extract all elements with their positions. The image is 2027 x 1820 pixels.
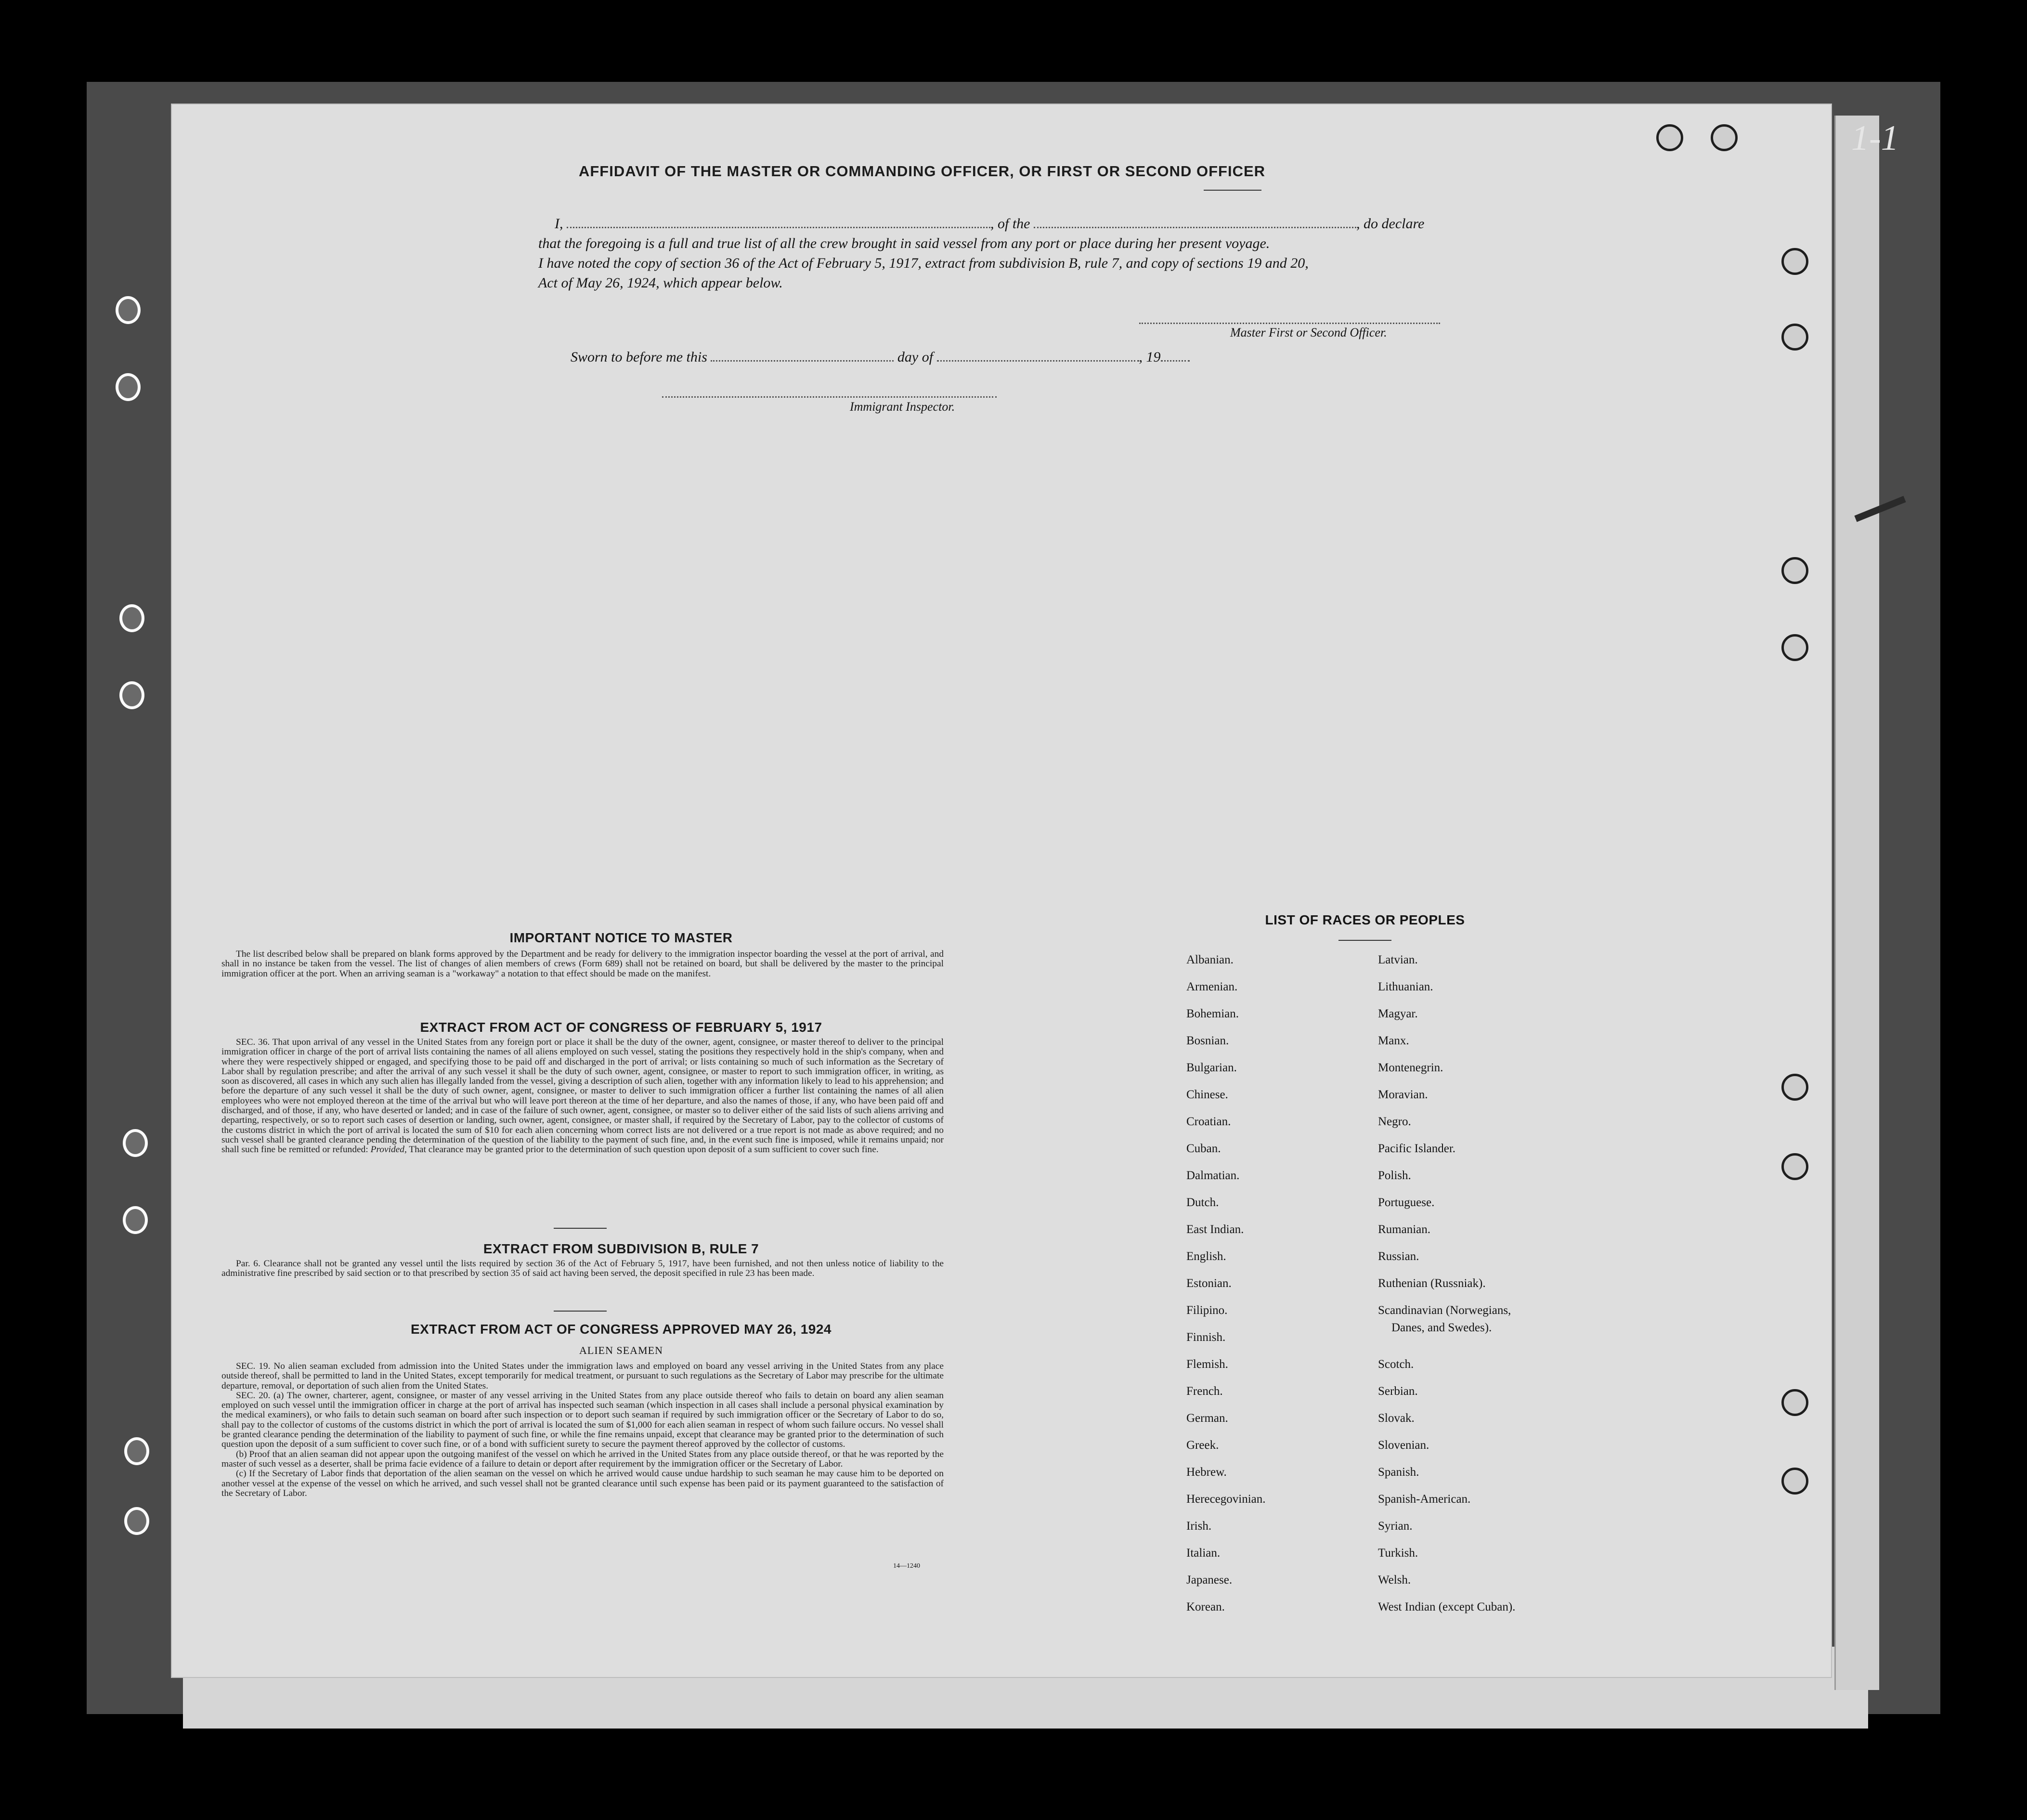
race-item: Korean. <box>1186 1600 1225 1613</box>
rule7-title: EXTRACT FROM SUBDIVISION B, RULE 7 <box>483 1241 759 1256</box>
sec36-text-end: That clearance may be granted prior to the determination of such question upon deposit of a sum sufficient to cover such fine. <box>409 1144 879 1155</box>
affidavit-line-4: Act of May 26, 1924, which appear below. <box>538 275 783 291</box>
sec36-text: SEC. 36. That upon arrival of any vessel in the United States from any foreign port or place it shall be the duty of the owner, agent, consignee, or master thereof to deliver to the principal immigration officer in charge of the port of arrival lists containing the names of all aliens employed on such vessel, stating the positions they respectively hold in the ship's company, when and where they were respectively shipped or engaged, and specifying those to be paid off and discharged in the port of arrival; or lists containing so much of such information as the Secretary of Labor shall by regulation prescribe; and after the arrival of any such vessel it shall be the duty of such owner, agent, consignee, or master to report to such immigration officer, in writing, as soon as discovered, all cases in which any such alien has illegally landed from the vessel, giving a description of such alien, together with any information likely to lead to his apprehension; and before the departure of any such vessel it shall be the duty of such owner, agent, consignee, or master to deliver to such immigration officer a further list containing the names of all alien employees who were not employed thereon at the time of the arrival but who will leave port thereon at the time of her departure, and also the names of those, if any, who have been paid off and discharged, and of those, if any, who have deserted or landed; and in case of the failure of such owner, agent, consignee, or master so to deliver either of the said lists of such aliens arriving and departing, respectively, or so to report such cases of desertion or landing, such owner, agent, consignee, or master shall, if required by the Secretary of Labor, pay to the collector of customs of the customs district in which the port of arrival is located the sum of $10 for each alien concerning whom correct lists are not delivered or a true report is not made as above required; and no such vessel shall be granted clearance pending the determination of the question of the liability to the payment of such fine, and, in the event such fine is imposed, while it remains unpaid; nor shall such fine be remitted or refunded: <box>221 1037 944 1155</box>
race-item: Magyar. <box>1378 1007 1418 1020</box>
extract-1924-body <box>221 1362 944 1498</box>
master-signature-line <box>1139 323 1440 324</box>
affidavit-line-3: I have noted the copy of section 36 of the Act of February 5, 1917, extract from subdivision B, rule 7, and copy of sections 19 and 20, <box>538 255 1309 271</box>
race-item: Montenegrin. <box>1378 1061 1443 1074</box>
race-item: Moravian. <box>1378 1088 1428 1101</box>
underlying-sheet-right <box>1834 116 1879 1690</box>
race-item: Croatian. <box>1186 1115 1231 1128</box>
punch-hole-icon <box>1781 324 1808 351</box>
race-item: Cuban. <box>1186 1142 1221 1155</box>
sec20b-paragraph <box>221 1450 944 1469</box>
rule7-text: Par. 6. Clearance shall not be granted any vessel until the lists required by section 36 of the Act of February 5, 1917, have been furnished, and not then unless notice of liability to the administrative fine prescribed by said section or to that prescribed by section 35 of said act having been served, the deposit specified in rule 23 has been made. <box>221 1259 944 1279</box>
race-item: Spanish-American. <box>1378 1493 1471 1506</box>
sec20c-paragraph <box>221 1469 944 1498</box>
section-rule <box>554 1311 607 1312</box>
sworn-text: Sworn to before me this <box>571 349 707 365</box>
binder-hole-icon <box>116 373 141 401</box>
race-item: Filipino. <box>1186 1304 1228 1317</box>
race-item: Portuguese. <box>1378 1196 1435 1209</box>
affidavit-line-1 <box>555 216 1424 232</box>
extract-1917-body <box>221 1038 944 1155</box>
binder-hole-icon <box>123 1206 148 1234</box>
rule7-body <box>221 1259 944 1279</box>
name-blank <box>567 226 990 228</box>
punch-hole-icon <box>1781 1389 1808 1416</box>
punch-hole-icon <box>1781 557 1808 584</box>
form-number: 14—1240 <box>893 1562 920 1570</box>
race-item: Spanish. <box>1378 1466 1419 1479</box>
section-rule <box>554 1228 607 1229</box>
races-title: LIST OF RACES OR PEOPLES <box>1265 912 1465 927</box>
notice-title: IMPORTANT NOTICE TO MASTER <box>509 930 733 945</box>
sworn-year: , 19 <box>1139 349 1161 365</box>
binder-hole-icon <box>124 1507 149 1535</box>
race-item: Slovenian. <box>1378 1439 1429 1452</box>
sworn-year-blank <box>1161 360 1190 362</box>
binder-hole-icon <box>119 604 144 632</box>
race-item: Serbian. <box>1378 1385 1418 1398</box>
extract-1924-title: EXTRACT FROM ACT OF CONGRESS APPROVED MAY 26, 1924 <box>411 1322 832 1337</box>
race-item: Bohemian. <box>1186 1007 1239 1020</box>
race-item: Irish. <box>1186 1520 1212 1533</box>
race-item: West Indian (except Cuban). <box>1378 1600 1516 1613</box>
sec20a-paragraph <box>221 1391 944 1450</box>
punch-hole-icon <box>1781 248 1808 275</box>
binder-hole-icon <box>116 296 141 324</box>
punch-hole-icon <box>1656 124 1683 151</box>
race-item: Ruthenian (Russniak). <box>1378 1277 1486 1290</box>
master-signature-caption: Master First or Second Officer. <box>1230 325 1387 339</box>
sworn-day-of: day of <box>897 349 934 365</box>
race-item: Rumanian. <box>1378 1223 1431 1236</box>
sworn-day-blank <box>711 360 894 362</box>
race-item: Manx. <box>1378 1034 1409 1047</box>
sworn-line <box>571 349 1190 365</box>
binder-hole-icon <box>123 1129 148 1157</box>
race-item: Bulgarian. <box>1186 1061 1237 1074</box>
corner-handwritten-note: 1-1 <box>1851 118 1899 158</box>
race-item: Albanian. <box>1186 953 1234 966</box>
race-item: Greek. <box>1186 1439 1219 1452</box>
race-item: Armenian. <box>1186 980 1238 993</box>
race-item: German. <box>1186 1412 1228 1425</box>
notice-text: The list described below shall be prepared on blank forms approved by the Department and be ready for delivery to the immigration inspector boarding the vessel at the port of arrival, and shall in no instance be taken from the vessel. The list of changes of alien members of crews (Form 689) shall not be retained on board, but shall be delivered by the master to the principal immigration officer at the port. When an arriving seaman is a "workaway" a notation to that effect should be made on the manifest. <box>221 949 944 979</box>
affidavit-of-the: , of the <box>990 216 1030 232</box>
race-item: Polish. <box>1378 1169 1411 1182</box>
affidavit-do-declare: , do declare <box>1356 216 1425 232</box>
race-item: English. <box>1186 1250 1226 1263</box>
notice-body <box>221 949 944 979</box>
binder-hole-icon <box>119 681 144 709</box>
race-item: Scotch. <box>1378 1358 1414 1371</box>
race-item: Slovak. <box>1378 1412 1415 1425</box>
race-item: Pacific Islander. <box>1378 1142 1456 1155</box>
affidavit-i: I, <box>555 216 563 232</box>
punch-hole-icon <box>1781 1468 1808 1495</box>
affidavit-title: AFFIDAVIT OF THE MASTER OR COMMANDING OFFICER, OR FIRST OR SECOND OFFICER <box>578 163 1266 180</box>
race-item: East Indian. <box>1186 1223 1244 1236</box>
race-item-continuation: Danes, and Swedes). <box>1391 1321 1492 1334</box>
race-item: Scandinavian (Norwegians, <box>1378 1304 1511 1317</box>
extract-1917-title: EXTRACT FROM ACT OF CONGRESS OF FEBRUARY 5, 1917 <box>420 1020 822 1035</box>
sec19-paragraph <box>221 1362 944 1391</box>
race-item: Dutch. <box>1186 1196 1219 1209</box>
punch-hole-icon <box>1781 1074 1808 1101</box>
sec20b-text: (b) Proof that an alien seaman did not appear upon the outgoing manifest of the vessel on which he arrived in the United States from any place outside thereof, or that he was reported by the master of such vessel as a deserter, shall be prima facie evidence of a failure to detain or deport after requirement by the immigration officer or the Secretary of Labor. <box>221 1449 944 1469</box>
sec36-provided: Provided, <box>370 1144 407 1155</box>
sec20c-text: (c) If the Secretary of Labor finds that deportation of the alien seaman on the vessel on which he arrived would cause undue hardship to such seaman he may cause him to be deported on another vessel at the expense of the vessel on which he arrived, and such vessel shall not be granted clearance until such expense has been paid or its payment guaranteed to the satisfaction of the Secretary of Labor. <box>221 1469 944 1498</box>
race-item: Japanese. <box>1186 1573 1233 1586</box>
vessel-blank <box>1034 226 1356 228</box>
sec19-text: SEC. 19. No alien seaman excluded from admission into the United States under the immigration laws and employed on board any vessel arriving in the United States from any place outside thereof, shall be permitted to land in the United States, except temporarily for medical treatment, or pursuant to such regulations as the Secretary of Labor may prescribe for the ultimate departure, removal, or deportation of such alien from the United States. <box>221 1361 944 1391</box>
alien-seamen-subtitle: ALIEN SEAMEN <box>579 1344 663 1356</box>
race-item: Lithuanian. <box>1378 980 1433 993</box>
race-item: Welsh. <box>1378 1573 1411 1586</box>
inspector-signature-line <box>662 396 997 398</box>
race-item: Chinese. <box>1186 1088 1228 1101</box>
binder-hole-icon <box>124 1437 149 1465</box>
sworn-month-blank <box>937 360 1139 362</box>
race-item: Bosnian. <box>1186 1034 1229 1047</box>
race-item: Hebrew. <box>1186 1466 1227 1479</box>
race-item: Estonian. <box>1186 1277 1232 1290</box>
race-item: Italian. <box>1186 1547 1221 1560</box>
race-item: Finnish. <box>1186 1331 1226 1344</box>
race-item: Negro. <box>1378 1115 1411 1128</box>
race-item: Flemish. <box>1186 1358 1228 1371</box>
race-item: Syrian. <box>1378 1520 1413 1533</box>
sec20a-text: SEC. 20. (a) The owner, charterer, agent, consignee, or master of any vessel arriving in the United States from any place outside thereof who fails to detain on board any alien seaman employed on such vessel until the immigration officer in charge at the port of arrival has inspected such seaman (which inspection in all cases shall include a personal physical examination by the medical examiners), or who fails to detain such seaman on board after such inspection or to deport such seaman if required by such immigration officer or the Secretary of Labor to do so, shall pay to the collector of customs of the customs district in which the port of arrival is located the sum of $1,000 for each alien seaman in respect of whom such failure occurs. No vessel shall be granted clearance pending the determination of the liability to payment of such fine, or while the fine remains unpaid, except that clearance may be granted prior to the determination of such question upon the deposit of a sum sufficient to cover such fine, or of a bond with sufficient surety to secure the payment thereof approved by the collector of customs. <box>221 1390 944 1450</box>
race-item: Dalmatian. <box>1186 1169 1240 1182</box>
inspector-caption: Immigrant Inspector. <box>850 400 955 414</box>
race-item: Turkish. <box>1378 1547 1418 1560</box>
race-item: Latvian. <box>1378 953 1418 966</box>
punch-hole-icon <box>1781 1153 1808 1180</box>
punch-hole-icon <box>1781 634 1808 661</box>
races-title-rule <box>1338 940 1391 941</box>
title-rule <box>1204 190 1261 191</box>
race-item: Herecegovinian. <box>1186 1493 1266 1506</box>
race-item: Russian. <box>1378 1250 1419 1263</box>
affidavit-line-2: that the foregoing is a full and true list of all the crew brought in said vessel from any port or place during her present voyage. <box>538 235 1270 251</box>
punch-hole-icon <box>1711 124 1738 151</box>
race-item: French. <box>1186 1385 1223 1398</box>
